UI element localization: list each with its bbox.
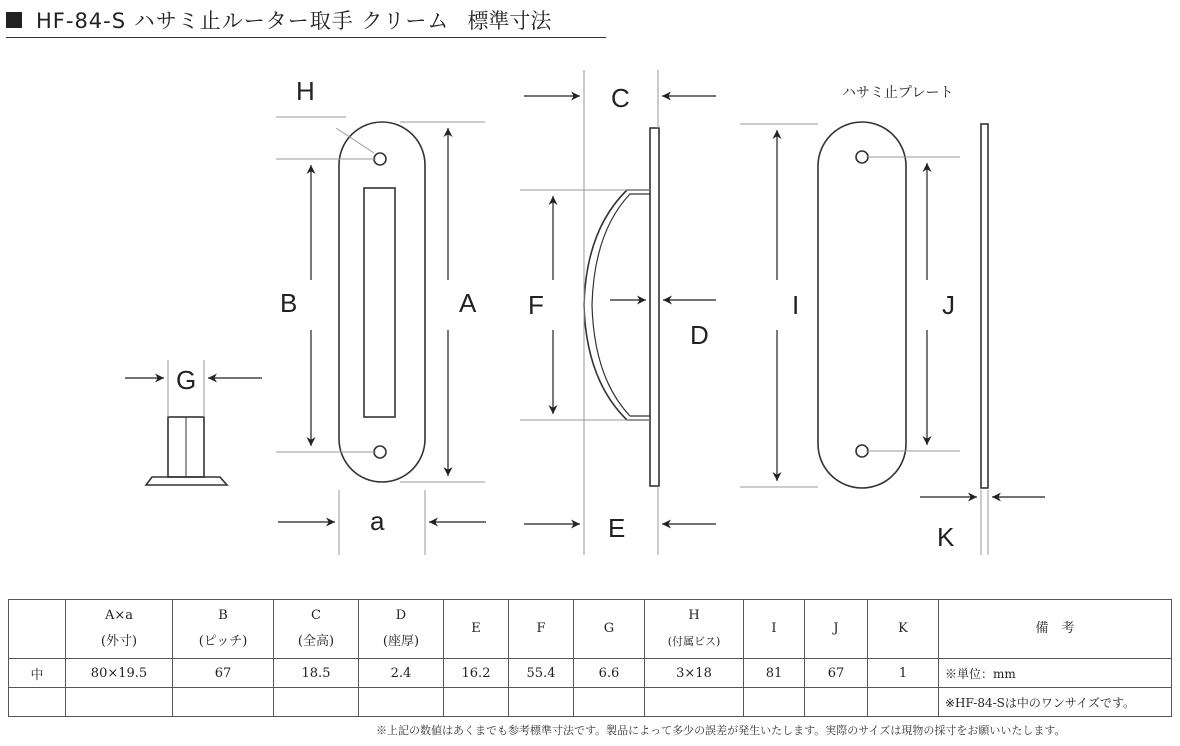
table-cell: 中	[9, 659, 66, 688]
label-plate: ハサミ止プレート	[842, 85, 954, 101]
label-J: J	[942, 290, 955, 320]
table-cell: 18.5	[274, 659, 359, 688]
label-H: H	[296, 76, 315, 106]
table-cell: 6.6	[574, 659, 645, 688]
table-cell: 81	[744, 659, 805, 688]
handle-side-curve	[584, 190, 650, 420]
table-header-cell	[9, 600, 66, 659]
table-cell	[868, 688, 939, 717]
table-row	[9, 688, 1172, 717]
table-header-cell: C (全高)	[274, 600, 359, 659]
table-header-cell: A×a (外寸)	[66, 600, 173, 659]
handle-side-plate	[650, 128, 659, 486]
table-cell: 1	[868, 659, 939, 688]
table-cell	[805, 688, 868, 717]
table-cell: 55.4	[509, 659, 574, 688]
plate-front-outline	[818, 122, 906, 488]
footnote: ※上記の数値はあくまでも参考標準寸法です。製品によって多少の誤差が発生いたします。実際のサイズは現物の採寸をお願いいたします。	[376, 724, 1066, 737]
table-header-cell: I	[744, 600, 805, 659]
spec-table	[8, 599, 1172, 717]
label-I: I	[792, 290, 800, 320]
table-cell: 2.4	[359, 659, 444, 688]
label-C: C	[611, 83, 630, 113]
table-cell: 3×18	[645, 659, 744, 688]
table-row	[9, 659, 1172, 688]
table-cell	[744, 688, 805, 717]
table-cell: 16.2	[444, 659, 509, 688]
screw-head	[146, 477, 227, 485]
table-note-cell: ※HF-84-Sは中のワンサイズです。	[939, 688, 1172, 717]
label-E: E	[608, 513, 626, 543]
table-cell	[444, 688, 509, 717]
table-cell	[66, 688, 173, 717]
table-cell: 67	[805, 659, 868, 688]
label-G: G	[176, 365, 197, 395]
table-cell	[359, 688, 444, 717]
table-header-cell: K	[868, 600, 939, 659]
table-header-cell: E	[444, 600, 509, 659]
table-cell	[509, 688, 574, 717]
table-note-cell: ※単位：mm	[939, 659, 1172, 688]
table-cell	[173, 688, 274, 717]
handle-recess	[364, 188, 395, 417]
table-header-cell: 備 考	[939, 600, 1172, 659]
page-title: HF-84-S ハサミ止ルーター取手 クリーム	[36, 9, 450, 33]
label-B: B	[280, 288, 298, 318]
table-cell: 67	[173, 659, 274, 688]
handle-front-outline	[339, 122, 425, 482]
table-cell	[274, 688, 359, 717]
table-cell	[645, 688, 744, 717]
table-header-cell: B (ピッチ)	[173, 600, 274, 659]
table-cell: 80×19.5	[66, 659, 173, 688]
table-header-row	[9, 600, 1172, 659]
label-F: F	[528, 290, 544, 320]
label-D: D	[690, 320, 709, 350]
label-A: A	[459, 288, 477, 318]
table-header-cell: J	[805, 600, 868, 659]
table-header-cell: F	[509, 600, 574, 659]
label-a: a	[370, 506, 385, 536]
table-header-cell: D (座厚)	[359, 600, 444, 659]
table-header-cell: H (付属ビス)	[645, 600, 744, 659]
label-K: K	[937, 522, 955, 552]
page-subtitle: 標準寸法	[467, 9, 552, 33]
plate-side-outline	[981, 124, 988, 488]
table-cell	[574, 688, 645, 717]
table-cell	[9, 688, 66, 717]
table-header-cell: G	[574, 600, 645, 659]
